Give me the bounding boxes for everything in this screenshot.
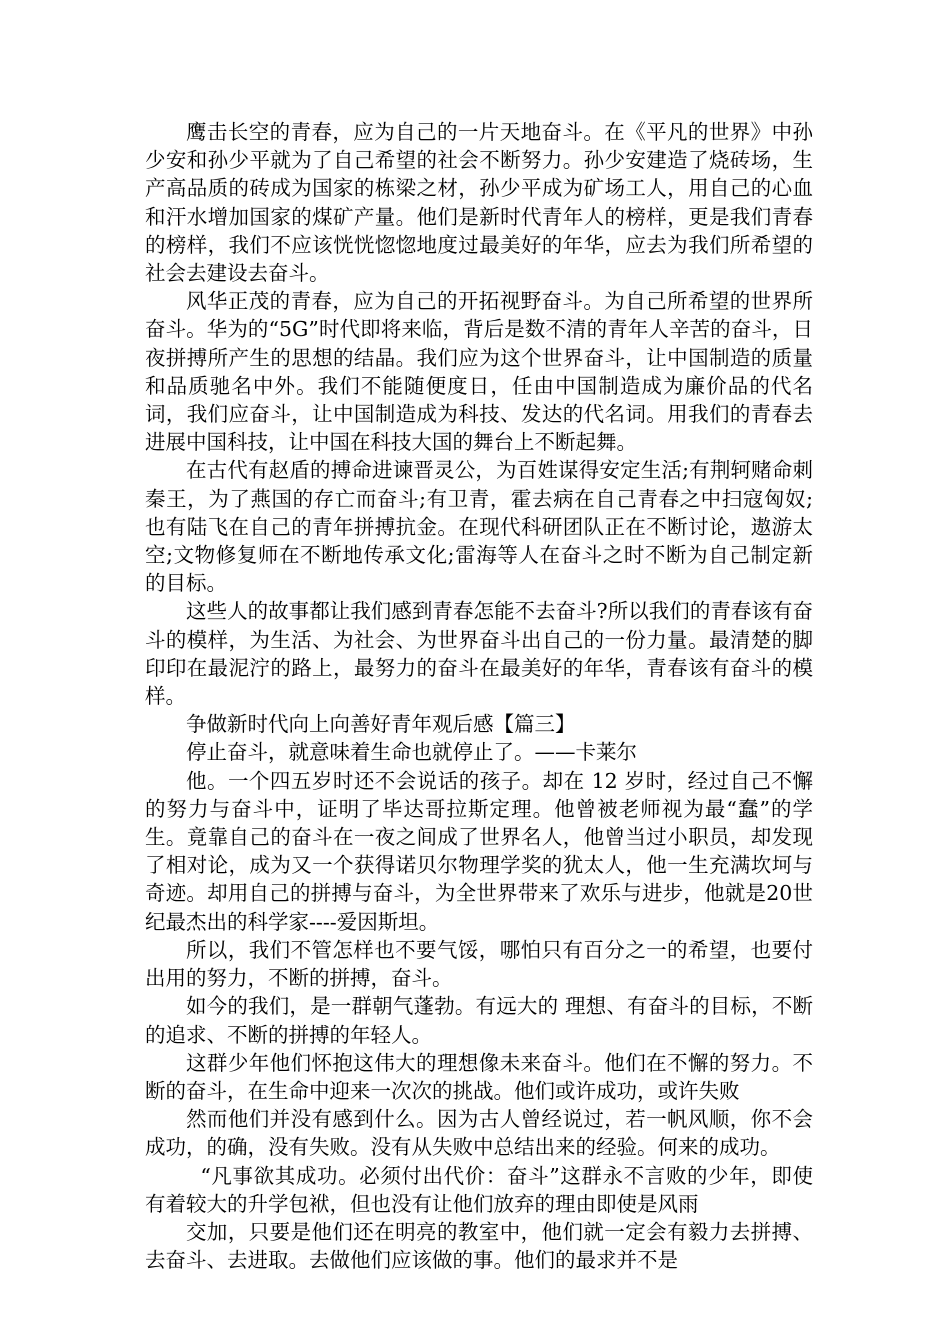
section-heading-part-three: 争做新时代向上向善好青年观后感【篇三】 xyxy=(186,712,576,737)
paragraph-eagle-youth: 鹰击长空的青春，应为自己的一片天地奋斗。在《平凡的世界》中孙少安和孙少平就为了自己希望的社会不断努力。孙少安建造了烧砖场，生产高品质的砖成为国家的栋梁之材，孙少平成为矿场工人，用自己的心血和汗水增加国家的煤矿产量。他们是新时代青年人的榜样，更是我们青春的榜样，我们不应该恍恍惚惚地度过最美好的年华，应去为我们所希望的社会去建设去奋斗。 xyxy=(145,120,813,286)
paragraph-youth-struggle: 这些人的故事都让我们感到青春怎能不去奋斗?所以我们的青春该有奋斗的模样，为生活、为社会、为世界奋斗出自己的一份力量。最清楚的脚印印在最泥泞的路上，最努力的奋斗在最美好的年华，青春该有奋斗的模样。 xyxy=(145,599,813,709)
paragraph-success-price: “凡事欲其成功。必须付出代价：奋斗”这群永不言败的少年，即使有着较大的升学包袱，但也没有让他们放弃的理由即使是风雨 xyxy=(145,1163,813,1216)
paragraph-prime-youth: 风华正茂的青春，应为自己的开拓视野奋斗。为自己所希望的世界所奋斗。华为的“5G”时代即将来临，背后是数不清的青年人辛苦的奋斗，日夜拼搏所产生的思想的结晶。我们应为这个世界奋斗，让中国制造的质量和品质驰名中外。我们不能随便度日，任由中国制造成为廉价品的代名词，我们应奋斗，让中国制造成为科技、发达的代名词。用我们的青春去进展中国科技，让中国在科技大国的舞台上不断起舞。 xyxy=(145,289,813,455)
paragraph-never-give-up: 所以，我们不管怎样也不要气馁，哪怕只有百分之一的希望，也要付出用的努力，不断的拼搏，奋斗。 xyxy=(145,937,813,991)
document-page xyxy=(145,118,813,1274)
paragraph-young-people: 如今的我们，是一群朝气蓬勃。有远大的 理想、有奋斗的目标，不断的追求、不断的拼搏的年轻人。 xyxy=(145,994,813,1047)
paragraph-failure-lesson: 然而他们并没有感到什么。因为古人曾经说过，若一帆风顺，你不会成功，的确，没有失败。没有从失败中总结出来的经验。何来的成功。 xyxy=(145,1107,813,1160)
paragraph-einstein: 他。一个四五岁时还不会说话的孩子。却在 12 岁时，经过自己不懈的努力与奋斗中，证明了毕达哥拉斯定理。他曾被老师视为最“蠢”的学生。竟靠自己的奋斗在一夜之间成了世界名人，他曾当过小职员，却发现了相对论，成为又一个获得诺贝尔物理学奖的犹太人，他一生充满坎坷与奇迹。却用自己的拼搏与奋斗，为全世界带来了欢乐与进步，他就是20世纪最杰出的科学家----爱因斯坦。 xyxy=(145,768,813,934)
paragraph-classroom: 交加，只要是他们还在明亮的教室中，他们就一定会有毅力去拼搏、去奋斗、去进取。去做他们应该做的事。他们的最求并不是 xyxy=(145,1219,813,1273)
paragraph-youth-ideals: 这群少年他们怀抱这伟大的理想像未来奋斗。他们在不懈的努力。不断的奋斗，在生命中迎来一次次的挑战。他们或许成功，或许失败 xyxy=(145,1050,813,1103)
paragraph-carlyle-quote: 停止奋斗，就意味着生命也就停止了。——卡莱尔 xyxy=(186,740,637,765)
paragraph-historical-figures: 在古代有赵盾的搏命进谏晋灵公，为百姓谋得安定生活;有荆轲赌命刺秦王，为了燕国的存亡而奋斗;有卫青，霍去病在自己青春之中扫寇匈奴;也有陆飞在自己的青年拼搏抗金。在现代科研团队正在不断讨论，遨游太空;文物修复师在不断地传承文化;雷海等人在奋斗之时不断为自己制定新的目标。 xyxy=(145,458,813,596)
